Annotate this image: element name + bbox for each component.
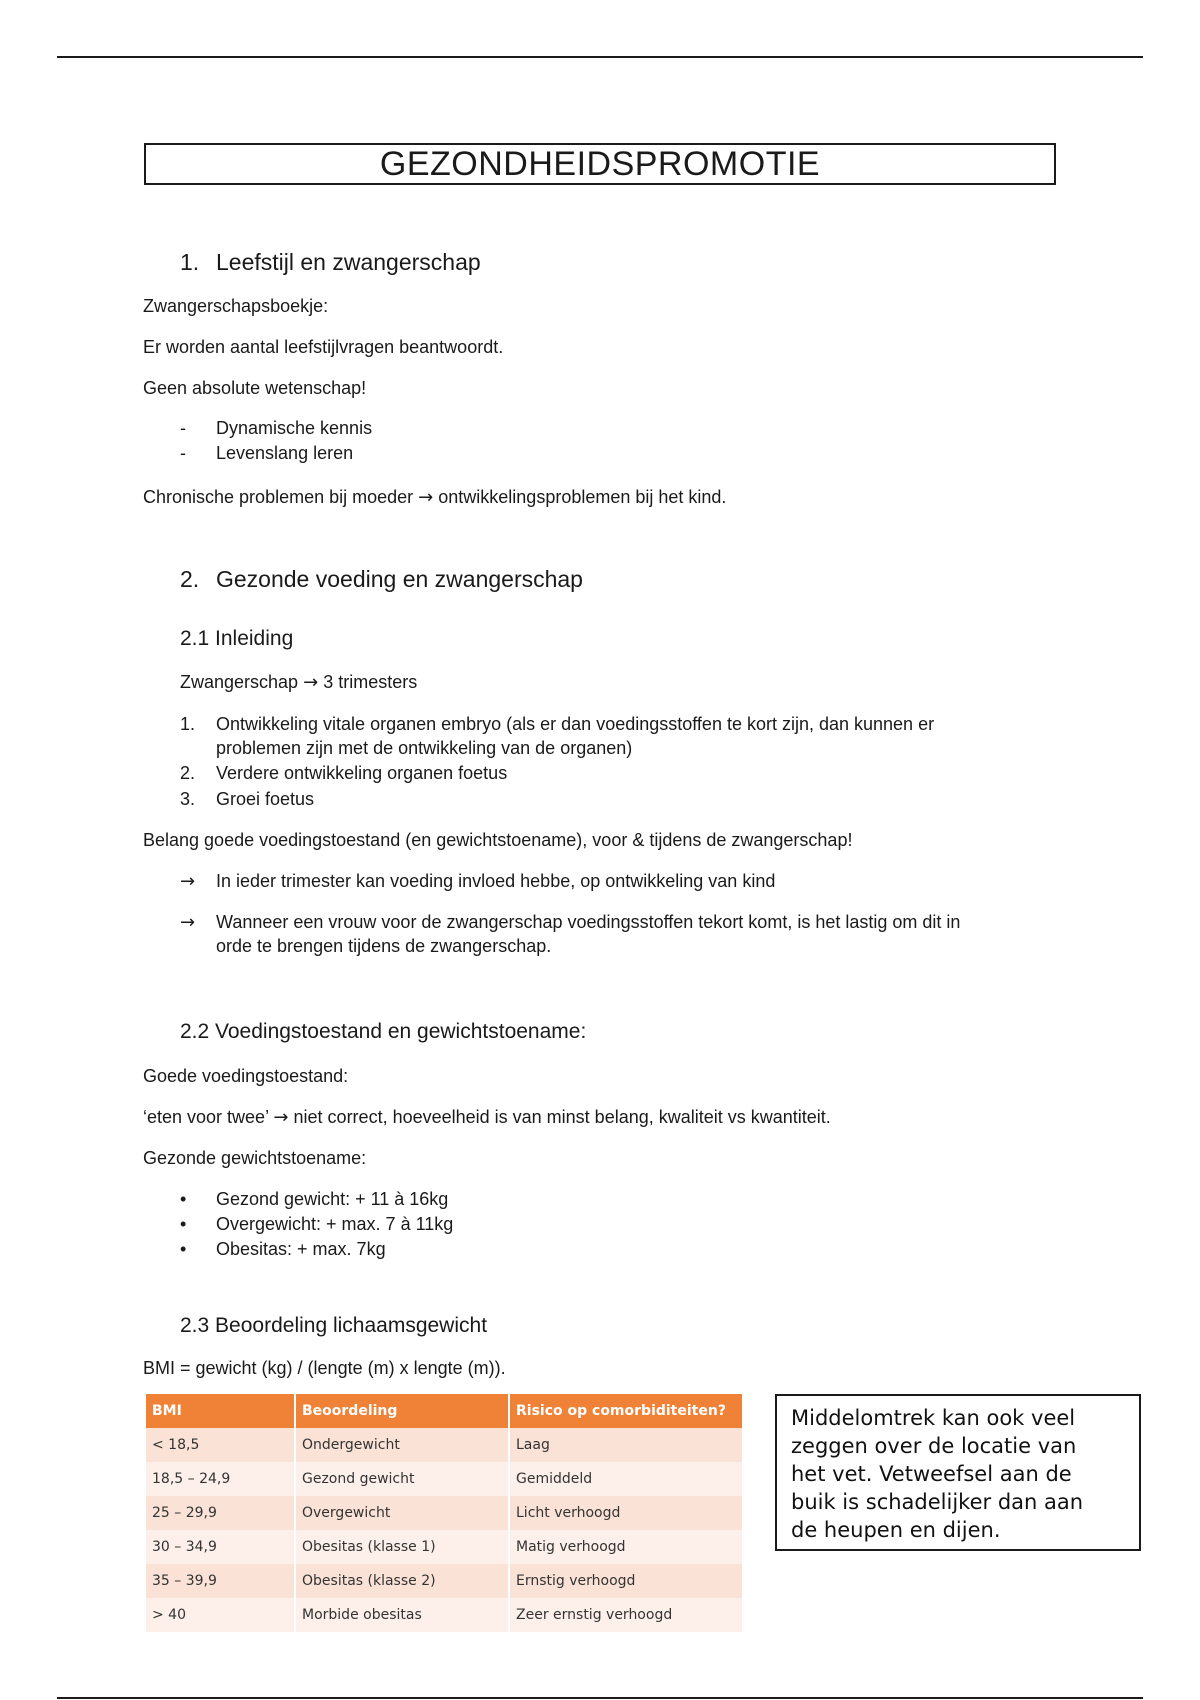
section-1-number: 1. — [180, 249, 200, 275]
list-item-text: In ieder trimester kan voeding invloed hebbe, op ontwikkeling van kind — [216, 871, 776, 891]
bullet-list-item — [180, 1214, 454, 1235]
table-row — [146, 1530, 742, 1564]
paragraph: Gezonde gewichtstoename: — [143, 1148, 367, 1168]
list-item-text: Levenslang leren — [216, 443, 354, 463]
text: niet correct, hoeveelheid is van minst belang, kwaliteit vs kwantiteit. — [293, 1107, 831, 1127]
subsection-2-2-heading: 2.2 Voedingstoestand en gewichtstoename: — [180, 1020, 587, 1043]
table-row — [146, 1428, 742, 1462]
dash-marker: - — [180, 418, 186, 438]
note-line: het vet. Vetweefsel aan de — [791, 1462, 1072, 1486]
paragraph: Er worden aantal leefstijlvragen beantwoordt. — [143, 337, 504, 357]
section-2-title: Gezonde voeding en zwangerschap — [216, 566, 583, 592]
subsection-title: Beoordeling lichaamsgewicht — [215, 1314, 488, 1337]
arrow-right-icon: → — [180, 871, 196, 892]
table-cell: Overgewicht — [296, 1496, 508, 1530]
arrow-right-icon: → — [303, 672, 319, 693]
top-rule — [57, 56, 1143, 58]
subsection-2-3-heading — [180, 1314, 487, 1338]
paragraph — [143, 487, 726, 508]
paragraph: Goede voedingstoestand: — [143, 1066, 349, 1086]
table-cell: > 40 — [146, 1598, 294, 1632]
dash-marker: - — [180, 443, 186, 463]
bullet-marker: • — [180, 1214, 187, 1234]
list-item-text: Ontwikkeling vitale organen embryo (als er dan voedingsstoffen te kort zijn, dan kunnen er — [216, 714, 935, 734]
table-cell: < 18,5 — [146, 1428, 294, 1462]
arrow-list-item — [180, 871, 776, 892]
bmi-table — [144, 1394, 744, 1632]
section-1-title: Leefstijl en zwangerschap — [216, 249, 481, 275]
section-1-heading — [180, 249, 481, 276]
table-cell: 18,5 – 24,9 — [146, 1462, 294, 1496]
list-item-text: Dynamische kennis — [216, 418, 373, 438]
list-item-text: Overgewicht: + max. 7 à 11kg — [216, 1214, 454, 1234]
note-line: Middelomtrek kan ook veel — [791, 1406, 1076, 1430]
arrow-right-icon: → — [273, 1107, 289, 1128]
table-cell: Licht verhoogd — [510, 1496, 742, 1530]
table-cell: Laag — [510, 1428, 742, 1462]
list-item-text: Gezond gewicht: + 11 à 16kg — [216, 1189, 449, 1209]
table-row — [146, 1462, 742, 1496]
section-2-heading — [180, 566, 583, 593]
list-item-text: orde te brengen tijdens de zwangerschap. — [216, 936, 552, 956]
bullet-list-item — [180, 1239, 386, 1260]
table-cell: Ondergewicht — [296, 1428, 508, 1462]
table-cell: 30 – 34,9 — [146, 1530, 294, 1564]
numbered-list-item — [180, 714, 935, 759]
list-item-text: problemen zijn met de ontwikkeling van de organen) — [216, 738, 633, 758]
text: Zwangerschap — [180, 672, 299, 692]
column-header: Risico op comorbiditeiten? — [510, 1394, 742, 1428]
paragraph — [143, 1107, 831, 1128]
text: ontwikkelingsproblemen bij het kind. — [438, 487, 727, 507]
arrow-right-icon: → — [418, 487, 434, 508]
numbered-list-item — [180, 763, 508, 784]
title-text: GEZONDHEIDSPROMOTIE — [379, 144, 821, 183]
table-cell: 35 – 39,9 — [146, 1564, 294, 1598]
table-row — [146, 1598, 742, 1632]
subsection-number: 2.3 — [180, 1314, 210, 1337]
list-item — [180, 443, 354, 464]
table-cell: 25 – 29,9 — [146, 1496, 294, 1530]
list-number: 3. — [180, 789, 196, 809]
bottom-rule — [57, 1697, 1143, 1699]
paragraph: Zwangerschapsboekje: — [143, 296, 329, 316]
note-line: buik is schadelijker dan aan — [791, 1490, 1084, 1514]
table-cell: Gezond gewicht — [296, 1462, 508, 1496]
list-item-text: Obesitas: + max. 7kg — [216, 1239, 386, 1259]
text: 3 trimesters — [323, 672, 418, 692]
list-number: 2. — [180, 763, 196, 783]
bmi-formula: BMI = gewicht (kg) / (lengte (m) x lengte (m)). — [143, 1358, 506, 1378]
note-line: zeggen over de locatie van — [791, 1434, 1077, 1458]
list-item-text: Groei foetus — [216, 789, 315, 809]
bullet-marker: • — [180, 1239, 187, 1259]
table-cell: Obesitas (klasse 1) — [296, 1530, 508, 1564]
column-header: Beoordeling — [296, 1394, 508, 1428]
paragraph — [180, 672, 417, 693]
waist-note-box — [775, 1394, 1141, 1551]
note-line: de heupen en dijen. — [791, 1518, 1001, 1542]
numbered-list-item — [180, 789, 315, 810]
table-cell: Zeer ernstig verhoogd — [510, 1598, 742, 1632]
arrow-list-item — [180, 912, 961, 957]
page-title — [144, 143, 1056, 185]
table-cell: Gemiddeld — [510, 1462, 742, 1496]
bullet-list-item — [180, 1189, 449, 1210]
paragraph: Belang goede voedingstoestand (en gewichtstoename), voor & tijdens de zwangerschap! — [143, 830, 853, 850]
paragraph: Geen absolute wetenschap! — [143, 378, 367, 398]
text: Chronische problemen bij moeder — [143, 487, 414, 507]
arrow-right-icon: → — [180, 912, 196, 933]
table-cell: Ernstig verhoogd — [510, 1564, 742, 1598]
list-item-text: Verdere ontwikkeling organen foetus — [216, 763, 508, 783]
list-number: 1. — [180, 714, 196, 734]
column-header: BMI — [146, 1394, 294, 1428]
table-row — [146, 1496, 742, 1530]
text: ‘eten voor twee’ — [143, 1107, 269, 1127]
list-item — [180, 418, 373, 439]
section-2-number: 2. — [180, 566, 200, 592]
table-cell: Morbide obesitas — [296, 1598, 508, 1632]
list-item-text: Wanneer een vrouw voor de zwangerschap voedingsstoffen tekort komt, is het lastig om dit in — [216, 912, 961, 932]
table-cell: Matig verhoogd — [510, 1530, 742, 1564]
table-cell: Obesitas (klasse 2) — [296, 1564, 508, 1598]
table-row — [146, 1564, 742, 1598]
table-header-row — [146, 1394, 742, 1428]
bullet-marker: • — [180, 1189, 187, 1209]
subsection-2-1-heading: 2.1 Inleiding — [180, 627, 294, 650]
